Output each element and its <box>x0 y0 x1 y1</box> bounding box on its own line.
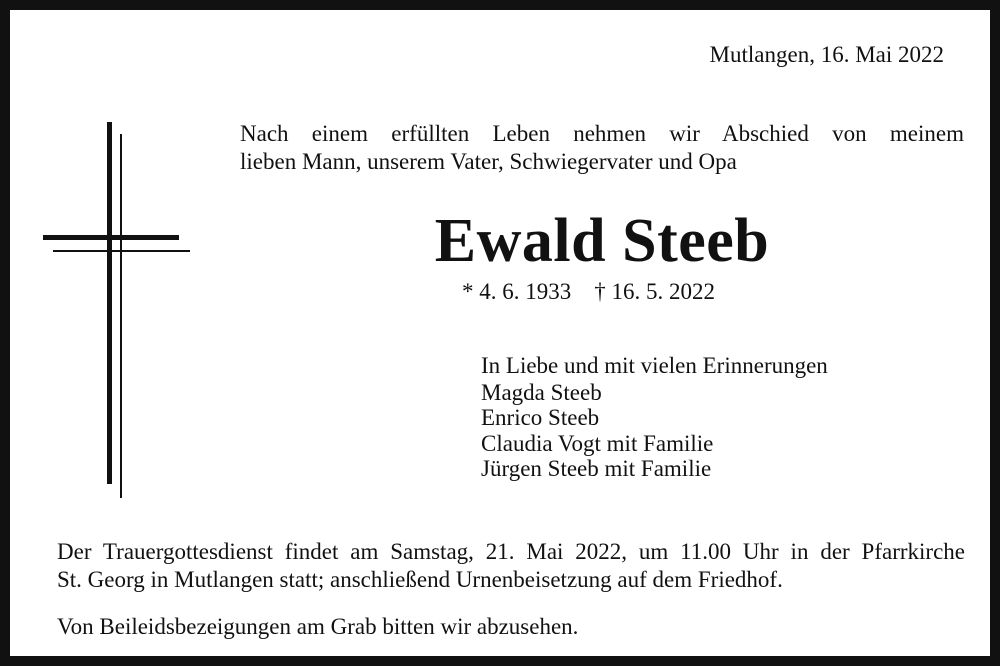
mourner-name: Enrico Steeb <box>481 405 600 430</box>
cross-vertical-thin-bar <box>120 134 122 498</box>
mourner-name: Jürgen Steeb mit Familie <box>481 456 712 481</box>
service-line: St. Georg in Mutlangen statt; anschließend Urnenbeisetzung auf dem Friedhof. <box>57 567 783 592</box>
deceased-name: Ewald Steeb <box>434 207 770 275</box>
cross-icon <box>43 122 193 502</box>
dedication-text: In Liebe und mit vielen Erinnerungen <box>481 353 828 378</box>
place-date: Mutlangen, 16. Mai 2022 <box>709 42 944 67</box>
mourners-block <box>481 353 828 482</box>
intro-text <box>240 120 964 176</box>
condolence-note: Von Beileidsbezeigungen am Grab bitten wir abzusehen. <box>57 614 579 639</box>
mourner-name: Claudia Vogt mit Familie <box>481 430 714 456</box>
funeral-service-info <box>57 538 965 594</box>
life-dates: * 4. 6. 1933 † 16. 5. 2022 <box>462 279 715 304</box>
cross-vertical-bar <box>107 122 112 484</box>
mourner-name: Magda Steeb <box>481 379 602 405</box>
intro-line: lieben Mann, unserem Vater, Schwiegervater und Opa <box>240 149 737 174</box>
intro-line: Nach einem erfüllten Leben nehmen wir Abschied von meinem <box>240 121 964 146</box>
service-line: Der Trauergottesdienst findet am Samstag, 21. Mai 2022, um 11.00 Uhr in der Pfarrkirche <box>57 539 965 564</box>
